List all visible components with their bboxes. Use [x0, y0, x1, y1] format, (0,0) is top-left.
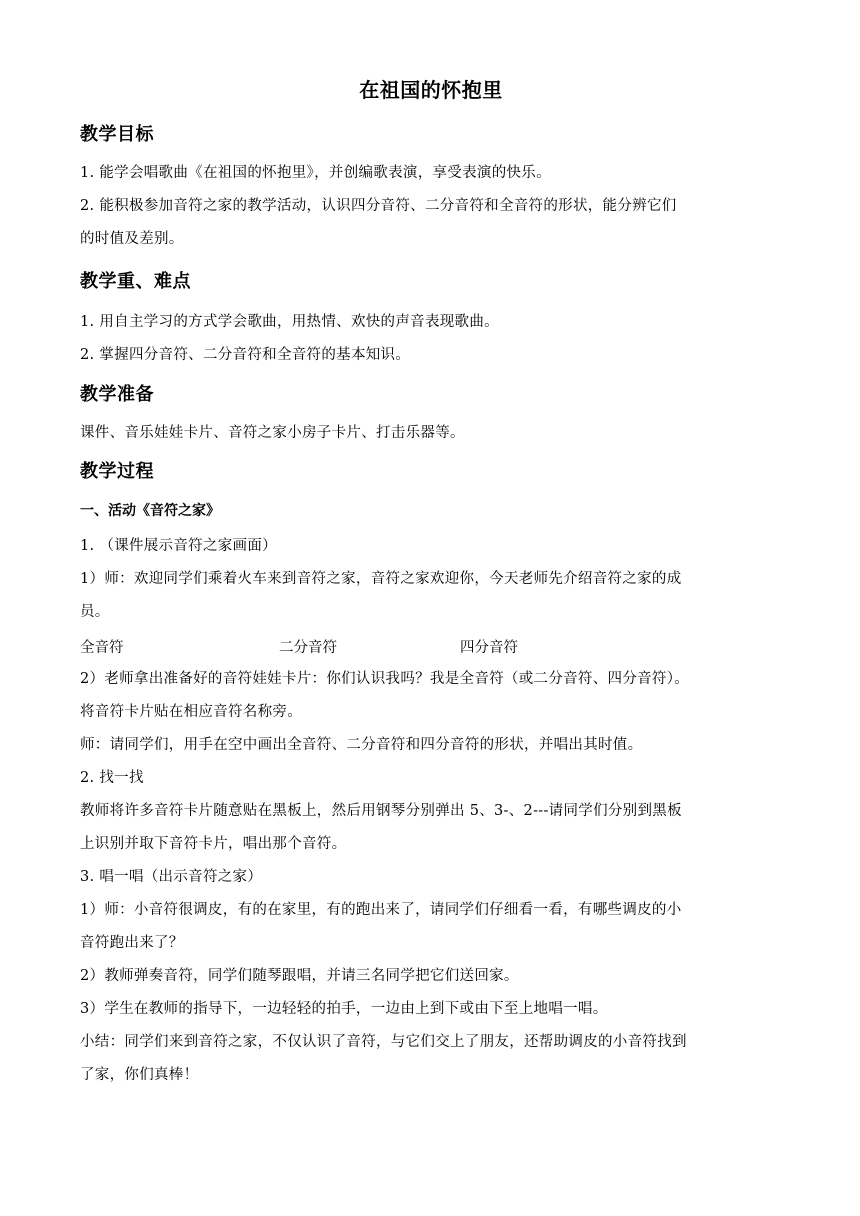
goals-line: 2. 能积极参加音符之家的教学活动，认识四分音符、二分音符和全音符的形状，能分辨它们 [80, 198, 677, 214]
goals-text [80, 157, 782, 256]
preparation-line: 课件、音乐娃娃卡片、音符之家小房子卡片、打击乐器等。 [80, 425, 465, 441]
key-points-line: 1. 用自主学习的方式学会歌曲，用热情、欢快的声音表现歌曲。 [80, 314, 499, 330]
goals-line: 1. 能学会唱歌曲《在祖国的怀抱里》，并创编歌表演，享受表演的快乐。 [80, 165, 551, 181]
process-line: 员。 [80, 604, 110, 620]
heading-preparation: 教学准备 [80, 384, 154, 405]
goals-line: 的时值及差别。 [80, 231, 184, 247]
heading-goals: 教学目标 [80, 124, 154, 145]
process-line: 2. 找一找 [80, 770, 144, 786]
key-points-text [80, 306, 782, 372]
process-line: 1）师：小音符很调皮，有的在家里，有的跑出来了，请同学们仔细看一看，有哪些调皮的小 [80, 902, 682, 918]
process-line: 2）老师拿出准备好的音符娃娃卡片：你们认识我吗？我是全音符（或二分音符、四分音符）。 [80, 671, 690, 687]
key-points-line: 2. 掌握四分音符、二分音符和全音符的基本知识。 [80, 347, 411, 363]
note-name: 四分音符 [460, 640, 518, 656]
process-line: 了家，你们真棒！ [80, 1067, 199, 1083]
process-line: 3. 唱一唱（出示音符之家） [80, 869, 263, 885]
preparation-text [80, 417, 782, 450]
process-text-b [80, 663, 782, 1092]
process-line: 小结：同学们来到音符之家，不仅认识了音符，与它们交上了朋友，还帮助调皮的小音符找到 [80, 1034, 687, 1050]
note-name: 二分音符 [279, 640, 337, 656]
process-text-a [80, 530, 782, 629]
process-line: 1）师：欢迎同学们乘着火车来到音符之家，音符之家欢迎你，今天老师先介绍音符之家的成 [80, 571, 682, 587]
heading-process: 教学过程 [80, 461, 154, 482]
process-line: 教师将许多音符卡片随意贴在黑板上，然后用钢琴分别弹出 5、3-、2---请同学们分别到黑板 [80, 803, 682, 819]
process-line: 1. （课件展示音符之家画面） [80, 538, 277, 554]
process-line: 上识别并取下音符卡片，唱出那个音符。 [80, 836, 347, 852]
process-line: 师：请同学们，用手在空中画出全音符、二分音符和四分音符的形状，并唱出其时值。 [80, 737, 643, 753]
process-line: 3）学生在教师的指导下，一边轻轻的拍手，一边由上到下或由下至上地唱一唱。 [80, 1001, 608, 1017]
page-title: 在祖国的怀抱里 [359, 78, 503, 102]
process-line: 将音符卡片贴在相应音符名称旁。 [80, 704, 302, 720]
heading-key-points: 教学重、难点 [80, 271, 191, 292]
sub-heading-activity: 一、活动《音符之家》 [80, 503, 220, 519]
note-name: 全音符 [80, 640, 124, 656]
process-line: 2）教师弹奏音符，同学们随琴跟唱，并请三名同学把它们送回家。 [80, 968, 519, 984]
process-line: 音符跑出来了？ [80, 935, 184, 951]
